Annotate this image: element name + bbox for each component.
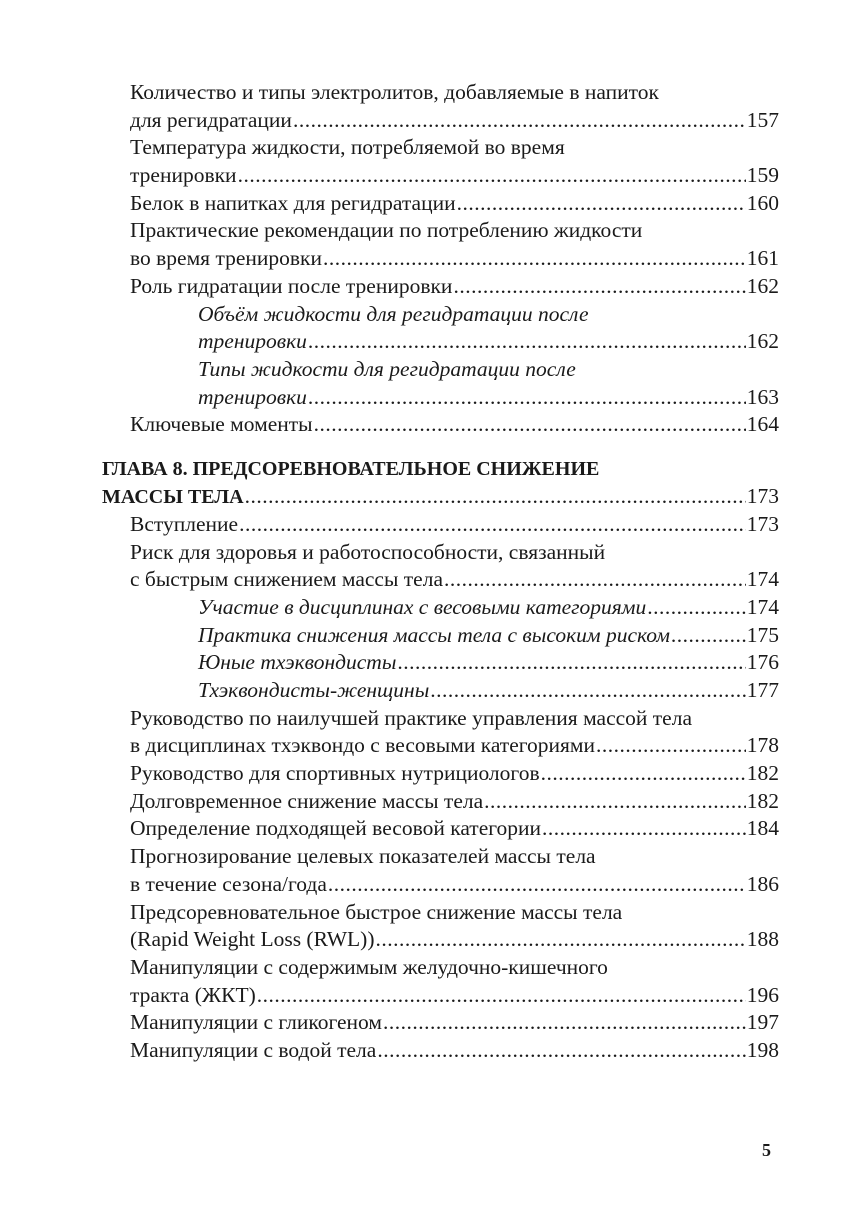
toc-line bbox=[130, 925, 779, 953]
toc-line bbox=[130, 272, 779, 300]
dot-leader bbox=[596, 731, 746, 759]
toc-line bbox=[130, 842, 596, 870]
toc-line bbox=[130, 731, 779, 759]
toc-entry-text: с быстрым снижением массы тела bbox=[130, 567, 443, 591]
toc-line bbox=[130, 161, 779, 189]
toc-entry-text: для регидратации bbox=[130, 108, 292, 132]
dot-leader bbox=[383, 1008, 746, 1036]
toc-page-number: 175 bbox=[746, 623, 779, 647]
toc-line bbox=[130, 870, 779, 898]
toc-page-number: 182 bbox=[746, 761, 779, 785]
toc-page-number: 184 bbox=[746, 816, 779, 840]
toc-line bbox=[130, 898, 622, 926]
toc-line bbox=[130, 759, 779, 787]
toc-page-number: 162 bbox=[746, 329, 779, 353]
toc-line bbox=[102, 482, 779, 510]
toc-entry-text: тренировки bbox=[198, 329, 307, 353]
toc-line bbox=[198, 676, 779, 704]
toc-entry-text: Определение подходящей весовой категории bbox=[130, 816, 542, 840]
toc-line bbox=[130, 133, 565, 161]
chapter-heading bbox=[102, 455, 599, 483]
toc-line bbox=[130, 981, 779, 1009]
toc-entry-text: Участие в дисциплинах с весовыми категориями bbox=[198, 595, 647, 619]
dot-leader bbox=[647, 593, 746, 621]
toc-entry-text: Руководство по наилучшей практике управления массой тела bbox=[130, 706, 692, 730]
toc-entry-text: Тхэквондисты-женщины bbox=[198, 678, 430, 702]
toc-line bbox=[130, 538, 605, 566]
toc-page-number: 159 bbox=[746, 163, 779, 187]
dot-leader bbox=[430, 676, 745, 704]
toc-entry-text: Роль гидратации после тренировки bbox=[130, 274, 453, 298]
toc-entry-text: Риск для здоровья и работоспособности, связанный bbox=[130, 540, 606, 564]
toc-page-number: 162 bbox=[746, 274, 779, 298]
toc-page-number: 177 bbox=[746, 678, 779, 702]
toc-entry-text: Количество и типы электролитов, добавляемые в напиток bbox=[130, 80, 659, 104]
toc-entry-text: тракта (ЖКТ) bbox=[130, 983, 256, 1007]
toc-line bbox=[130, 1036, 779, 1064]
toc-entry-text: Долговременное снижение массы тела bbox=[130, 789, 484, 813]
dot-leader bbox=[444, 565, 746, 593]
dot-leader bbox=[308, 383, 746, 411]
toc-entry-text: Температура жидкости, потребляемой во время bbox=[130, 135, 565, 159]
toc-page-number: 174 bbox=[746, 567, 779, 591]
toc-line bbox=[130, 814, 779, 842]
toc-entry-text: тренировки bbox=[130, 163, 237, 187]
toc-page-number: 173 bbox=[746, 512, 779, 536]
dot-leader bbox=[453, 272, 745, 300]
toc-entry-text: ГЛАВА 8. ПРЕДСОРЕВНОВАТЕЛЬНОЕ СНИЖЕНИЕ bbox=[102, 458, 600, 480]
dot-leader bbox=[376, 925, 746, 953]
toc-line bbox=[198, 327, 779, 355]
toc-entry-text: МАССЫ ТЕЛА bbox=[102, 486, 244, 508]
toc-line bbox=[130, 189, 779, 217]
dot-leader bbox=[457, 189, 746, 217]
toc-line bbox=[130, 565, 779, 593]
toc-entry-text: Практические рекомендации по потреблению жидкости bbox=[130, 218, 643, 242]
toc-page-number: 173 bbox=[746, 484, 779, 508]
toc-page-number: 198 bbox=[746, 1038, 779, 1062]
dot-leader bbox=[542, 814, 746, 842]
dot-leader bbox=[239, 510, 746, 538]
toc-entry-text: Юные тхэквондисты bbox=[198, 650, 397, 674]
toc-page-number: 178 bbox=[746, 733, 779, 757]
toc-line bbox=[130, 216, 642, 244]
toc-page-number: 176 bbox=[746, 650, 779, 674]
toc-page-number: 196 bbox=[746, 983, 779, 1007]
toc-line bbox=[130, 953, 608, 981]
toc-line bbox=[198, 300, 589, 328]
toc-line bbox=[130, 1008, 779, 1036]
toc-page-number: 163 bbox=[746, 385, 779, 409]
toc-entry-text: Манипуляции с гликогеном bbox=[130, 1010, 383, 1034]
toc-entry-text: Манипуляции с содержимым желудочно-кишечного bbox=[130, 955, 608, 979]
toc-entry-text: в дисциплинах тхэквондо с весовыми категориями bbox=[130, 733, 596, 757]
toc-line bbox=[198, 593, 779, 621]
dot-leader bbox=[484, 787, 746, 815]
toc-entry-text: Практика снижения массы тела с высоким риском bbox=[198, 623, 670, 647]
toc-entry-text: Вступление bbox=[130, 512, 239, 536]
toc-line bbox=[130, 244, 779, 272]
page-number: 5 bbox=[762, 1140, 771, 1160]
toc-page-number: 157 bbox=[746, 108, 779, 132]
dot-leader bbox=[314, 410, 746, 438]
dot-leader bbox=[328, 870, 746, 898]
dot-leader bbox=[541, 759, 746, 787]
toc-entry-text: Руководство для спортивных нутрициологов bbox=[130, 761, 540, 785]
toc-line bbox=[130, 78, 659, 106]
toc-page-number: 197 bbox=[746, 1010, 779, 1034]
dot-leader bbox=[238, 161, 746, 189]
toc-entry-text: Типы жидкости для регидратации после bbox=[198, 357, 576, 381]
toc-entry-text: Объём жидкости для регидратации после bbox=[198, 302, 589, 326]
toc-line bbox=[198, 621, 779, 649]
dot-leader bbox=[293, 106, 746, 134]
toc-page-number: 186 bbox=[746, 872, 779, 896]
toc-page-number: 174 bbox=[746, 595, 779, 619]
dot-leader bbox=[308, 327, 746, 355]
dot-leader bbox=[245, 482, 746, 510]
toc-line bbox=[198, 383, 779, 411]
toc-page-number: 160 bbox=[746, 191, 779, 215]
toc-entry-text: тренировки bbox=[198, 385, 307, 409]
toc-entry-text: Предсоревновательное быстрое снижение массы тела bbox=[130, 900, 623, 924]
dot-leader bbox=[397, 648, 745, 676]
toc-line bbox=[130, 410, 779, 438]
toc-line bbox=[130, 510, 779, 538]
toc-page-number: 164 bbox=[746, 412, 779, 436]
dot-leader bbox=[671, 621, 746, 649]
toc-page-number: 188 bbox=[746, 927, 779, 951]
dot-leader bbox=[323, 244, 746, 272]
toc-entry-text: в течение сезона/года bbox=[130, 872, 327, 896]
dot-leader bbox=[257, 981, 746, 1009]
toc-line bbox=[198, 648, 779, 676]
toc-line bbox=[130, 787, 779, 815]
toc-page-number: 182 bbox=[746, 789, 779, 813]
toc-line bbox=[198, 355, 576, 383]
toc-entry-text: во время тренировки bbox=[130, 246, 323, 270]
toc-entry-text: Прогнозирование целевых показателей массы тела bbox=[130, 844, 596, 868]
toc-line bbox=[130, 704, 692, 732]
toc-entry-text: (Rapid Weight Loss (RWL)) bbox=[130, 927, 375, 951]
dot-leader bbox=[377, 1036, 745, 1064]
toc-page-number: 161 bbox=[746, 246, 779, 270]
toc-entry-text: Манипуляции с водой тела bbox=[130, 1038, 377, 1062]
toc-entry-text: Белок в напитках для регидратации bbox=[130, 191, 456, 215]
toc-entry-text: Ключевые моменты bbox=[130, 412, 313, 436]
toc-line bbox=[130, 106, 779, 134]
